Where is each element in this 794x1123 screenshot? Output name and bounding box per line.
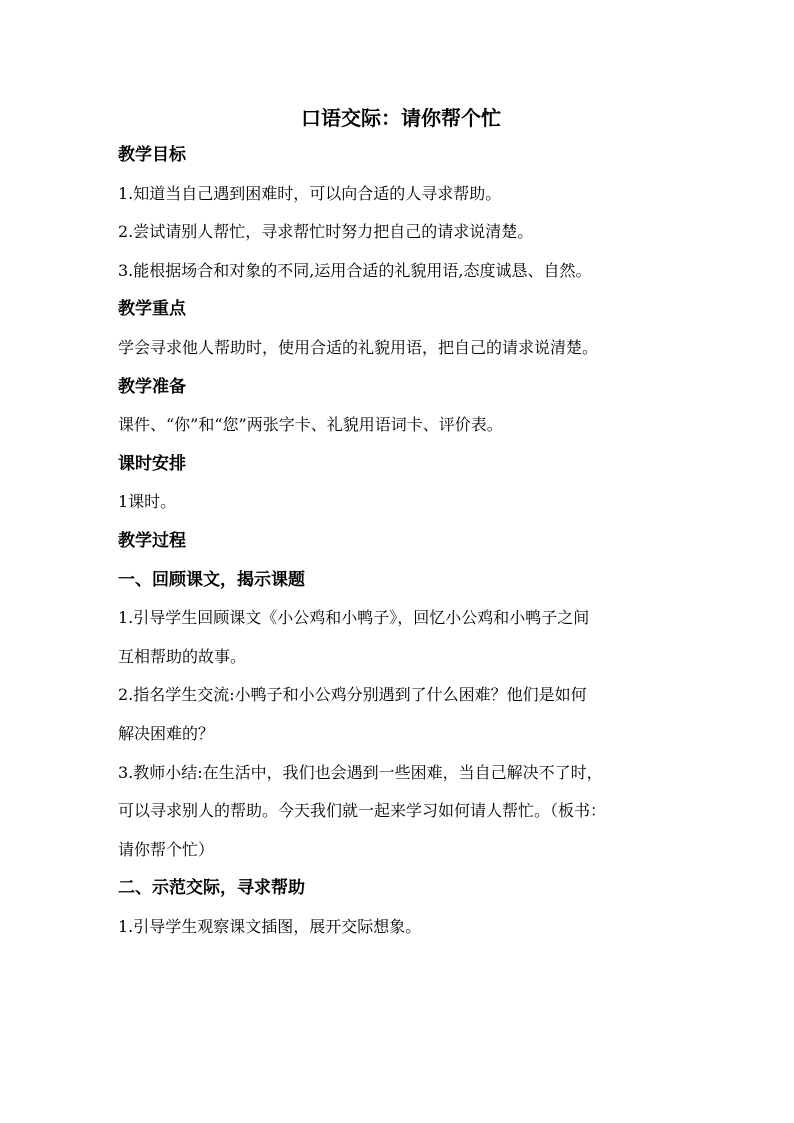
part1-item2-line1: 2.指名学生交流:小鸭子和小公鸡分别遇到了什么困难？他们是如何	[118, 685, 587, 705]
part1-item3-line1: 3.教师小结:在生活中，我们也会遇到一些困难，当自己解决不了时，	[118, 762, 603, 782]
goals-heading: 教学目标	[118, 145, 186, 165]
part1-item3-line3: 请你帮个忙）	[118, 839, 215, 859]
document-page	[118, 100, 684, 946]
document-title: 口语交际：请你帮个忙	[301, 106, 501, 130]
goal-item-2: 2.尝试请别人帮忙，寻求帮忙时努力把自己的请求说清楚。	[118, 222, 534, 242]
process-heading: 教学过程	[118, 530, 186, 551]
goal-item-1: 1.知道当自己遇到困难时，可以向合适的人寻求帮助。	[118, 183, 502, 203]
focus-text: 学会寻求他人帮助时，使用合适的礼貌用语，把自己的请求说清楚。	[118, 337, 599, 357]
schedule-text: 1课时。	[118, 492, 177, 512]
focus-heading: 教学重点	[118, 299, 186, 320]
part1-item1-line2: 互相帮助的故事。	[118, 646, 247, 666]
prep-heading: 教学准备	[118, 376, 186, 397]
schedule-heading: 课时安排	[118, 453, 186, 474]
part2-item1: 1.引导学生观察课文插图，展开交际想象。	[118, 916, 422, 936]
part1-item1-line1: 1.引导学生回顾课文《小公鸡和小鸭子》，回忆小公鸡和小鸭子之间	[118, 608, 590, 628]
part2-heading: 二、示范交际，寻求帮助	[118, 878, 305, 899]
part1-heading: 一、回顾课文，揭示课题	[118, 569, 305, 590]
part1-item2-line2: 解决困难的？	[118, 723, 215, 743]
part1-item3-line2: 可以寻求别人的帮助。今天我们就一起来学习如何请人帮忙。（板书：	[118, 801, 607, 821]
goal-item-3: 3.能根据场合和对象的不同,运用合适的礼貌用语,态度诚恳、自然。	[118, 260, 592, 280]
prep-text: 课件、“你”和“您”两张字卡、礼貌用语词卡、评价表。	[118, 415, 503, 435]
